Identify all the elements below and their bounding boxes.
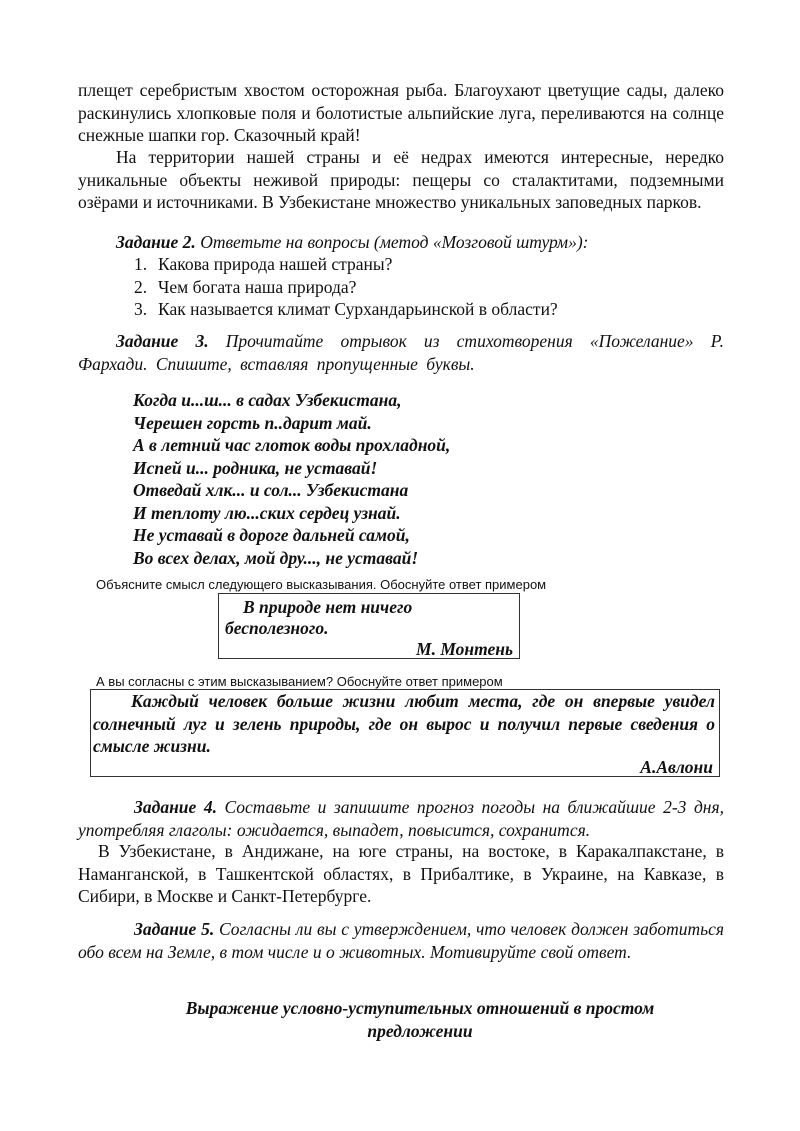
section-heading-line-1: Выражение условно-уступительных отношений в простом <box>185 998 655 1018</box>
task-4-label: Задание 4. <box>134 797 217 817</box>
task-3-label: Задание 3. <box>116 331 209 351</box>
poem-line: Черешен горсть п..дарит май. <box>133 412 372 433</box>
poem-line: Во всех делах, мой дру..., не уставай! <box>133 547 419 568</box>
quote-2-text: Каждый человек больше жизни любит места, где он впервые увидел солнечный луг и зелень природы, где он вырос и получил первые сведения о смысле жизни. <box>93 691 715 756</box>
quote-1-prompt: Объясните смысл следующего высказывания. Обоснуйте ответ примером <box>96 577 547 592</box>
question-item: 2. Чем богата наша природа? <box>134 276 357 297</box>
poem <box>133 389 693 569</box>
task-4 <box>78 796 724 841</box>
poem-line: А в летний час глоток воды прохладной, <box>133 435 451 455</box>
section-heading-line-2: предложении <box>367 1020 473 1041</box>
poem-line: Не уставай в дороге дальней самой, <box>133 525 410 545</box>
task-5 <box>78 918 724 963</box>
question-item: 3. Как называется климат Сурхандарьинской в области? <box>134 299 558 319</box>
task-4-instruction: Составьте и запишите прогноз погоды на ближайшие 2-3 дня, употребляя глаголы: ожидается, выпадет, повысится, сохранится. <box>78 797 724 840</box>
task-4-places: В Узбекистане, в Андижане, на юге страны, на востоке, в Каракалпакстане, в Наманганской, в Ташкентской областях, в Прибалтике, в Украине, на Кавказе, в Сибири, в Москве и Санкт-Петербурге. <box>78 841 724 906</box>
quote-1-line-1: В природе нет ничего <box>243 597 413 617</box>
quote-2-prompt: А вы согласны с этим высказыванием? Обоснуйте ответ примером <box>96 674 503 689</box>
task-2 <box>78 231 724 254</box>
task-5-instruction: Согласны ли вы с утверждением, что человек должен заботиться обо всем на Земле, в том числе и о животных. Мотивируйте свой ответ. <box>78 919 724 962</box>
section-heading <box>110 997 730 1042</box>
task-2-label: Задание 2. <box>116 232 196 252</box>
task-3 <box>78 330 724 375</box>
quote-1-line-2: бесполезного. <box>225 618 329 638</box>
quote-2-author: А.Авлони <box>640 757 713 777</box>
poem-line: Отведай хлк... и сол... Узбекистана <box>133 480 409 500</box>
task-2-instruction: Ответьте на вопросы (метод «Мозговой штурм»): <box>200 232 589 252</box>
quote-2-box <box>90 689 720 777</box>
quote-1-author: М. Монтень <box>416 639 513 659</box>
intro-paragraph-2: На территории нашей страны и её недрах имеются интересные, нередко уникальные объекты неживой природы: пещеры со сталактитами, подземными озёрами и источниками. В Узбекистане множество уникальных заповедных парков. <box>78 147 724 212</box>
question-item: 1. Какова природа нашей страны? <box>134 254 393 274</box>
poem-line: Испей и... родника, не уставай! <box>133 457 378 478</box>
task-5-label: Задание 5. <box>134 919 215 939</box>
task-2-questions <box>134 253 724 321</box>
task-3-instruction: Прочитайте отрывок из стихотворения «Пожелание» Р. Фархади. Спишите, вставляя пропущенные буквы. <box>78 331 725 374</box>
poem-line: Когда и...ш... в садах Узбекистана, <box>133 390 402 410</box>
intro-paragraph-1: плещет серебристым хвостом осторожная рыба. Благоухают цветущие сады, далеко раскинулись хлопковые поля и болотистые альпийские луга, переливаются на солнце снежные шапки гор. Сказочный край! <box>78 80 724 145</box>
quote-1-box <box>218 593 520 659</box>
poem-line: И теплоту лю...ских сердец узнай. <box>133 502 401 523</box>
